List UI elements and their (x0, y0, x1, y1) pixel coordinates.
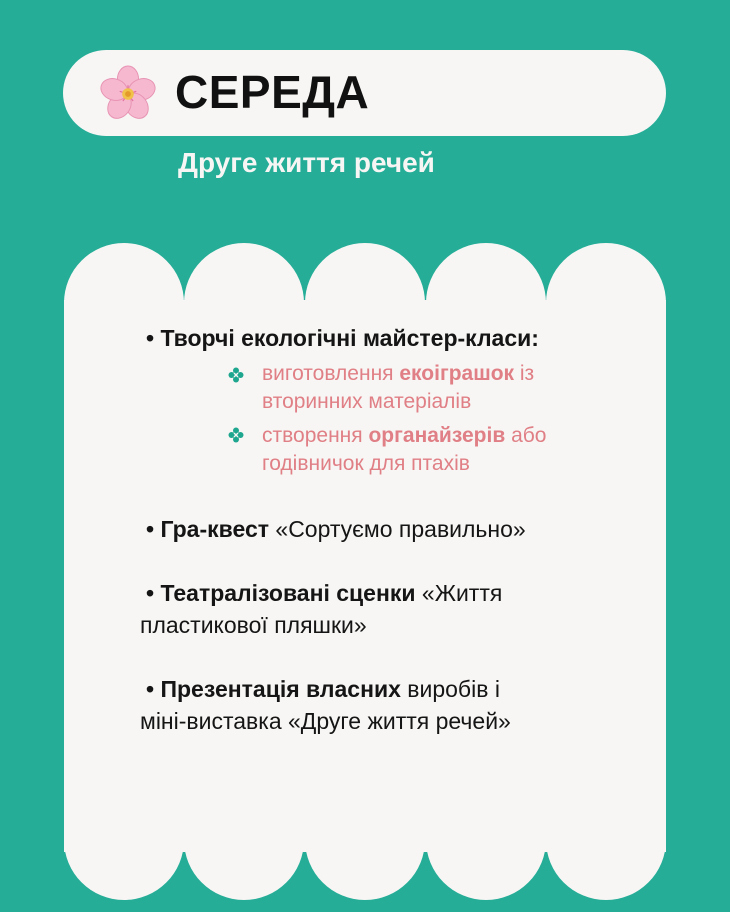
sub-item-post: із (514, 362, 535, 385)
list-item-line2: пластикової пляшки» (140, 612, 367, 638)
theme-subtitle: Друге життя речей (178, 147, 435, 178)
list-item-bold: Презентація власних (160, 676, 401, 702)
list-item-bullet: • (146, 325, 155, 351)
list-item (146, 513, 526, 545)
list-item-bold: Творчі екологічні майстер-класи: (160, 325, 539, 351)
day-title: СЕРЕДА (175, 66, 370, 118)
list-item (146, 577, 502, 609)
sub-item-line2: вторинних матеріалів (262, 390, 472, 413)
sparkle-bullet-icon (228, 367, 244, 383)
sub-item (262, 360, 534, 388)
sub-item-pre: створення (262, 424, 369, 447)
list-item-bullet: • (146, 580, 155, 606)
sub-item (262, 422, 547, 450)
sub-item-bold: органайзерів (368, 424, 506, 447)
list-item-bullet: • (146, 676, 155, 702)
list-item-rest: виробів і (400, 676, 500, 702)
list-item-bold: Театралізовані сценки (160, 580, 416, 606)
list-item-rest: «Сортуємо правильно» (269, 516, 526, 542)
sub-item-pre: виготовлення (262, 362, 400, 385)
sparkle-bullet-icon (228, 427, 244, 443)
list-item-bullet: • (146, 516, 155, 542)
sub-item-bold: екоіграшок (399, 362, 515, 385)
list-item (146, 673, 500, 705)
list-item-line2: міні-виставка «Друге життя речей» (140, 708, 511, 734)
list-item (146, 322, 539, 354)
sub-item-line2: годівничок для птахів (262, 452, 470, 475)
list-item-rest: «Життя (415, 580, 503, 606)
sub-item-post: або (505, 424, 547, 447)
list-item-bold: Гра-квест (160, 516, 270, 542)
